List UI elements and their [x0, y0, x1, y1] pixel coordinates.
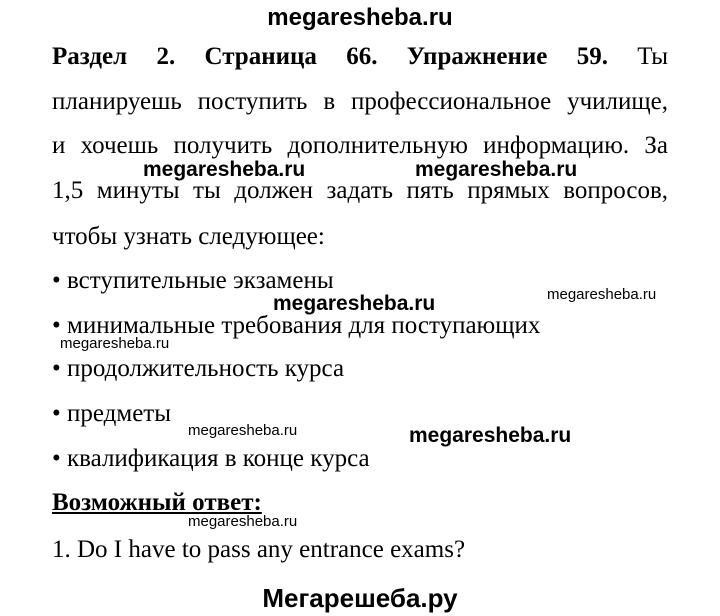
watermark-top: megaresheba.ru: [267, 4, 453, 31]
watermark-small-left: megaresheba.ru: [60, 335, 170, 352]
watermark-mid-right: megaresheba.ru: [415, 158, 578, 181]
heading-page-number: 66.: [346, 43, 378, 70]
bullet-item-subjects: • предметы: [52, 400, 172, 427]
watermark-small-right: megaresheba.ru: [547, 286, 657, 303]
heading-page-label: Страница: [204, 43, 317, 70]
bullet-item-course-duration: • продолжительность курса: [52, 355, 345, 382]
watermark-mid-left: megaresheba.ru: [143, 158, 306, 181]
watermark-footer: Мегарешеба.ру: [262, 583, 458, 613]
watermark-center: megaresheba.ru: [273, 292, 436, 315]
exercise-line-2: планируешь поступить в профессиональное училище,: [52, 88, 668, 115]
heading-section-label: Раздел: [52, 43, 128, 70]
bullet-item-qualification: • квалификация в конце курса: [52, 445, 370, 472]
watermark-bottom-right: megaresheba.ru: [409, 424, 572, 447]
heading-tail: Ты: [637, 43, 669, 70]
watermark-small-bottom: megaresheba.ru: [188, 513, 298, 530]
answer-line-1: 1. Do I have to pass any entrance exams?: [52, 536, 466, 563]
bullet-item-entrance-exams: • вступительные экзамены: [52, 267, 334, 294]
exercise-heading: [52, 44, 668, 69]
watermark-small-center: megaresheba.ru: [188, 422, 298, 439]
exercise-line-4: 1,5 минуты ты должен задать пять прямых вопросов,: [52, 177, 668, 204]
heading-exercise-label: Упражнение: [406, 43, 548, 70]
heading-exercise-number: 59.: [576, 43, 608, 70]
exercise-line-3: и хочешь получить дополнительную информацию. За: [52, 132, 668, 159]
bullet-item-min-requirements: • минимальные требования для поступающих: [52, 312, 541, 339]
answer-heading: Возможный ответ:: [52, 489, 262, 516]
heading-section-number: 2.: [156, 43, 176, 70]
exercise-line-5: чтобы узнать следующее:: [52, 223, 325, 250]
